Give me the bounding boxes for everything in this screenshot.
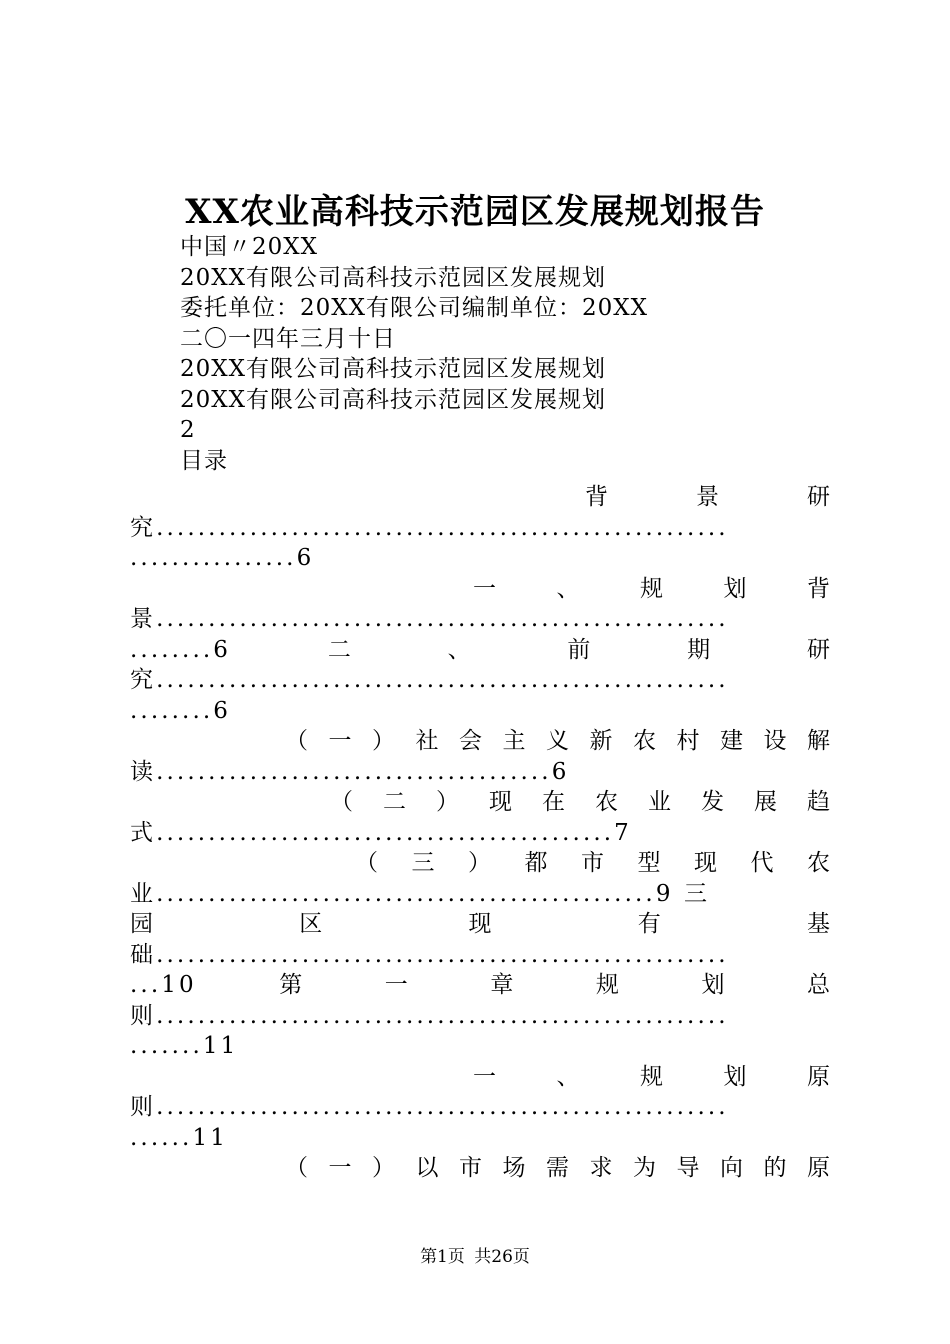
- toc-glyph: 章: [490, 972, 514, 998]
- toc-glyph: 现: [694, 850, 717, 876]
- toc-glyph: 划: [723, 1063, 747, 1090]
- toc-line: 式............................................7: [130, 819, 632, 846]
- toc-line: [130, 482, 830, 513]
- toc-line: ........6: [130, 697, 232, 724]
- toc-line: 究.......................................................: [130, 667, 729, 693]
- toc-glyph: 一: [328, 728, 352, 754]
- toc-glyph: 发: [701, 789, 724, 815]
- toc-glyph: 规: [640, 1063, 663, 1090]
- toc-glyph: 场: [502, 1155, 526, 1181]
- toc-line: 则.......................................................: [130, 1002, 729, 1029]
- toc-glyph: 期: [687, 636, 711, 663]
- toc-glyph: 展: [754, 789, 777, 815]
- page-footer: [0, 1242, 950, 1267]
- toc-glyph: ........6: [130, 636, 232, 663]
- toc-line: [130, 848, 830, 879]
- toc-glyph: 社: [415, 728, 439, 754]
- toc-glyph: 农: [807, 850, 830, 876]
- meta-line: 20XX有限公司高科技示范园区发展规划: [180, 386, 607, 413]
- toc-line: 则.......................................................: [130, 1094, 729, 1120]
- toc-glyph: 会: [459, 728, 482, 754]
- toc-glyph: 原: [807, 1063, 830, 1090]
- toc-glyph: 一: [473, 1063, 496, 1090]
- toc-glyph: 市: [459, 1155, 482, 1181]
- meta-line: 委托单位：20XX有限公司编制单位：20XX: [180, 295, 649, 321]
- toc-glyph: 以: [415, 1155, 439, 1181]
- toc-glyph: 需: [546, 1155, 569, 1181]
- toc-glyph: 研: [806, 636, 830, 663]
- toc-glyph: 景: [696, 484, 719, 510]
- toc-glyph: 业: [648, 789, 671, 815]
- page-number: 第1页: [420, 1247, 465, 1267]
- toc-glyph: （: [285, 1155, 308, 1181]
- toc-glyph: 背: [807, 575, 830, 602]
- toc-glyph: 一: [384, 972, 408, 998]
- meta-line: 二〇一四年三月十日: [180, 325, 396, 352]
- toc-glyph: 有: [637, 911, 661, 937]
- toc-glyph: ...10: [130, 972, 197, 998]
- toc-glyph: 总: [806, 972, 830, 998]
- toc-glyph: 现: [489, 789, 512, 815]
- toc-line: [130, 1062, 830, 1093]
- toc-glyph: 基: [807, 911, 830, 937]
- toc-glyph: ）: [372, 728, 395, 754]
- meta-line: 2: [180, 417, 196, 443]
- toc-glyph: 向: [720, 1155, 743, 1181]
- toc-glyph: 一: [328, 1155, 352, 1181]
- toc-glyph: 代: [750, 850, 774, 876]
- toc-glyph: 二: [383, 789, 406, 815]
- toc-glyph: 现: [468, 911, 492, 937]
- toc-glyph: 趋: [807, 789, 830, 815]
- toc-line: [130, 787, 830, 818]
- document-meta: [180, 232, 880, 476]
- toc-glyph: 划: [723, 575, 747, 602]
- toc-glyph: 新: [589, 728, 613, 754]
- toc-glyph: 农: [633, 728, 656, 754]
- toc-glyph: ）: [468, 850, 491, 876]
- toc-line: 读......................................6: [130, 758, 570, 785]
- toc-glyph: 研: [807, 484, 830, 510]
- toc-glyph: 划: [701, 972, 725, 998]
- toc-glyph: 第: [279, 972, 303, 998]
- toc-glyph: ）: [372, 1155, 395, 1181]
- toc-line: 景.......................................................: [130, 606, 729, 632]
- toc-glyph: 主: [502, 728, 526, 754]
- toc-glyph: 、: [556, 1063, 580, 1090]
- toc-glyph: 设: [763, 728, 787, 754]
- toc-glyph: 原: [807, 1155, 830, 1181]
- toc-glyph: 在: [542, 789, 565, 815]
- toc-line: [130, 970, 830, 1001]
- toc-line: [130, 909, 830, 940]
- meta-line: 中国〃20XX: [180, 234, 319, 260]
- toc-glyph: 园: [130, 911, 153, 937]
- toc-line: 础.......................................................: [130, 941, 729, 968]
- toc-glyph: 求: [589, 1155, 613, 1181]
- toc-line: 业................................................9 三: [130, 880, 711, 907]
- toc-glyph: （: [285, 728, 308, 754]
- toc-glyph: 、: [556, 575, 580, 602]
- toc-line: [130, 574, 830, 605]
- toc-glyph: 的: [763, 1155, 787, 1181]
- toc-glyph: 前: [567, 636, 591, 663]
- page-total: 共26页: [474, 1247, 530, 1267]
- toc-glyph: 义: [546, 728, 569, 754]
- toc-glyph: 二: [327, 636, 351, 663]
- toc-line: [130, 726, 830, 757]
- toc-line: [130, 635, 830, 666]
- toc-glyph: 区: [299, 911, 323, 937]
- toc-glyph: 三: [411, 850, 435, 876]
- toc-heading: 目录: [180, 447, 228, 474]
- document-title: XX农业高科技示范园区发展规划报告: [185, 192, 765, 232]
- meta-line: 20XX有限公司高科技示范园区发展规划: [180, 264, 607, 291]
- table-of-contents: [130, 482, 830, 1184]
- toc-glyph: （: [330, 789, 353, 815]
- toc-glyph: 型: [637, 850, 661, 876]
- toc-glyph: 、: [447, 636, 471, 663]
- toc-line: [130, 1153, 830, 1184]
- meta-line: 20XX有限公司高科技示范园区发展规划: [180, 356, 607, 382]
- toc-glyph: 农: [595, 789, 618, 815]
- toc-glyph: 建: [720, 728, 743, 754]
- toc-line: 究.......................................................: [130, 514, 729, 541]
- toc-glyph: 市: [581, 850, 604, 876]
- toc-glyph: 为: [633, 1155, 656, 1181]
- toc-glyph: 规: [595, 972, 619, 998]
- toc-glyph: 都: [524, 850, 548, 876]
- toc-glyph: 村: [676, 728, 700, 754]
- toc-glyph: 导: [676, 1155, 700, 1181]
- toc-glyph: 背: [585, 484, 608, 510]
- toc-glyph: 规: [640, 575, 663, 602]
- toc-glyph: 一: [473, 575, 496, 602]
- toc-glyph: ）: [436, 789, 459, 815]
- toc-glyph: 解: [807, 728, 830, 754]
- toc-line: ......11: [130, 1124, 228, 1151]
- toc-glyph: （: [355, 850, 378, 876]
- toc-line: ................6: [130, 545, 315, 571]
- toc-line: .......11: [130, 1033, 239, 1059]
